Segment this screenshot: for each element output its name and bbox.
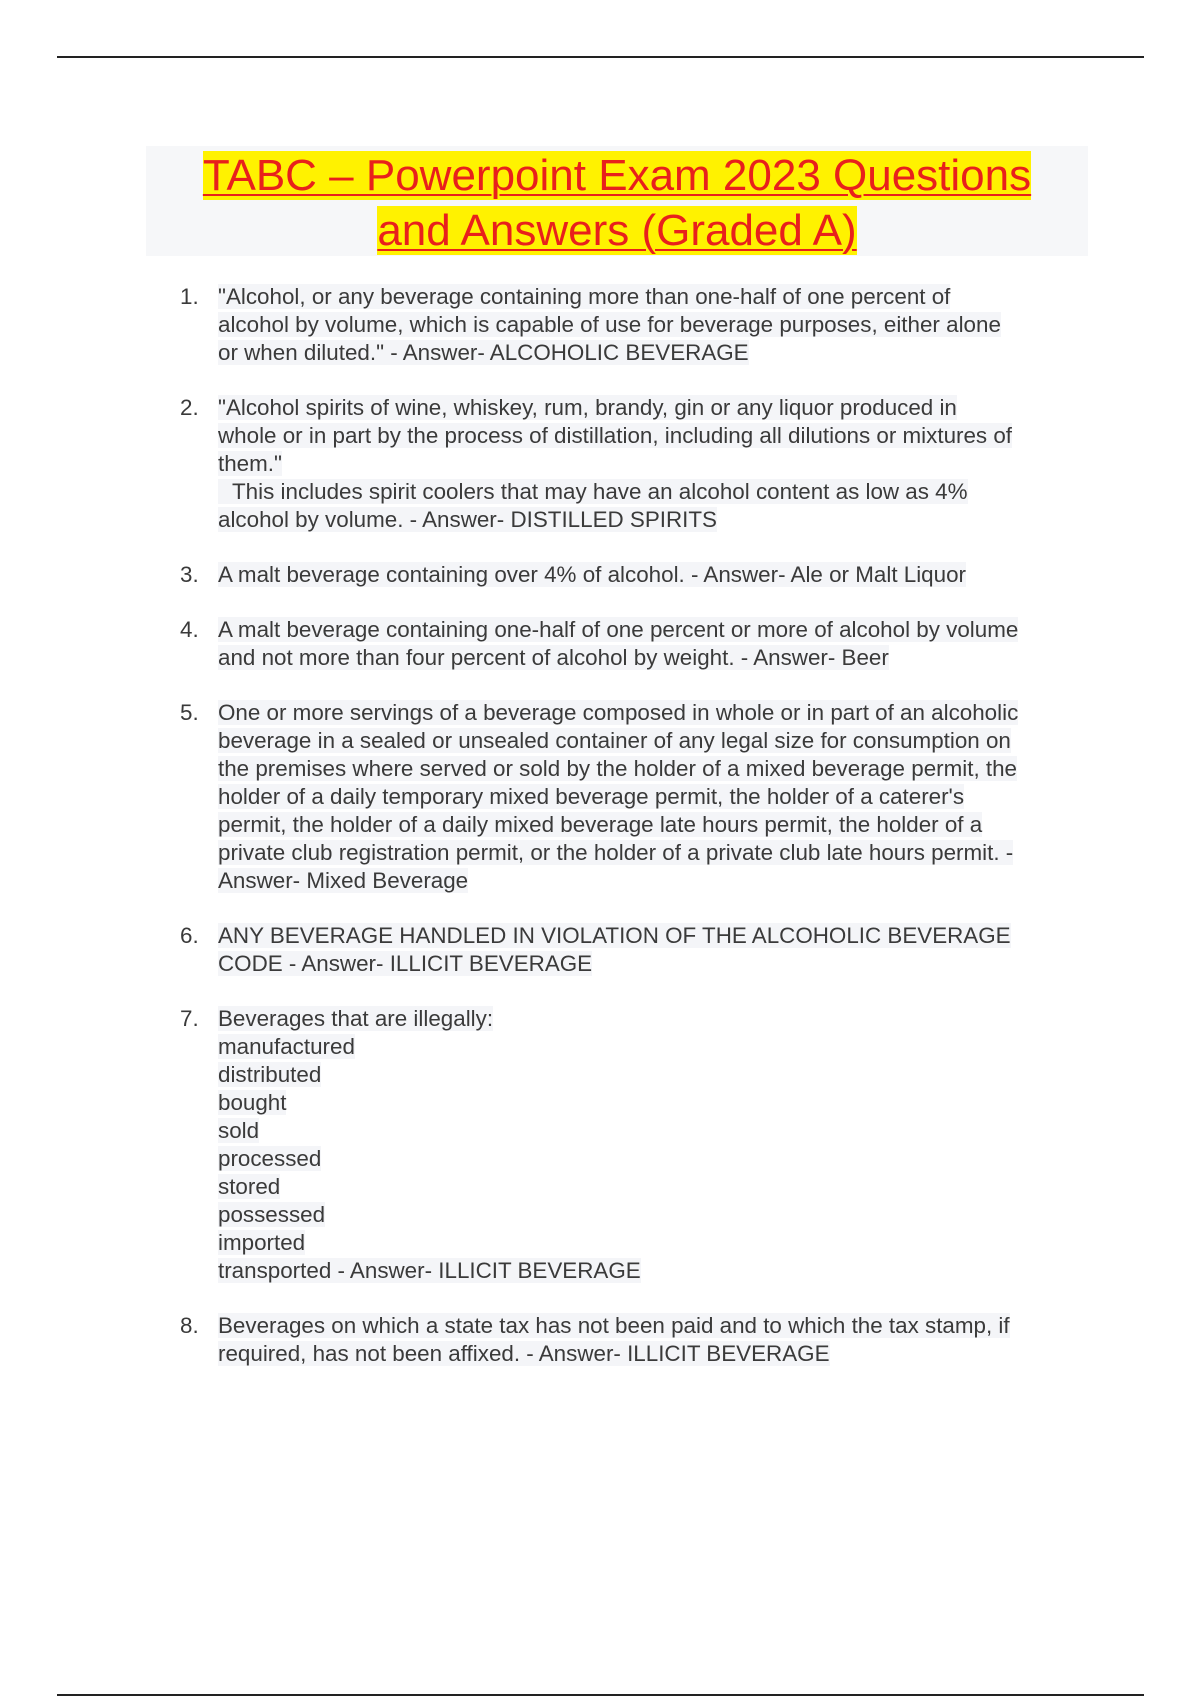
question-line: possessed: [218, 1202, 326, 1227]
question-text: [218, 616, 1094, 672]
question-number: 6.: [180, 923, 199, 948]
question-text: [218, 283, 1094, 367]
question-line: alcohol by volume. - Answer- DISTILLED SPIRITS: [218, 507, 717, 532]
question-line: One or more servings of a beverage composed in whole or in part of an alcoholic: [218, 700, 1019, 725]
question-line: Beverages that are illegally:: [218, 1006, 494, 1031]
question-line: private club registration permit, or the holder of a private club late hours permit. -: [218, 840, 1014, 865]
question-text: [218, 699, 1094, 895]
question-line: CODE - Answer- ILLICIT BEVERAGE: [218, 951, 593, 976]
question-line: distributed: [218, 1062, 322, 1087]
question-text: [218, 394, 1094, 534]
question-item: [176, 1005, 1094, 1285]
question-item: [176, 922, 1094, 978]
question-line: stored: [218, 1174, 281, 1199]
question-item: [176, 561, 1094, 589]
question-line: "Alcohol spirits of wine, whiskey, rum, brandy, gin or any liquor produced in: [218, 395, 957, 420]
question-item: [176, 1312, 1094, 1368]
question-number: 2.: [180, 395, 199, 420]
question-text: [218, 561, 1094, 589]
question-item: [176, 394, 1094, 534]
header-rule: [57, 56, 1144, 58]
question-text: [218, 922, 1094, 978]
question-text: [218, 1312, 1094, 1368]
question-number: 4.: [180, 617, 199, 642]
question-line: Answer- Mixed Beverage: [218, 868, 469, 893]
question-line: sold: [218, 1118, 260, 1143]
question-line: transported - Answer- ILLICIT BEVERAGE: [218, 1258, 641, 1283]
question-line: bought: [218, 1090, 287, 1115]
question-line: alcohol by volume, which is capable of use for beverage purposes, either alone: [218, 312, 1001, 337]
question-item: [176, 699, 1094, 895]
question-line: manufactured: [218, 1034, 355, 1059]
question-number: 1.: [180, 284, 199, 309]
question-text: [218, 1005, 1094, 1285]
question-item: [176, 283, 1094, 367]
question-line: ANY BEVERAGE HANDLED IN VIOLATION OF THE ALCOHOLIC BEVERAGE: [218, 923, 1011, 948]
question-number: 7.: [180, 1006, 199, 1031]
question-line: This includes spirit coolers that may have an alcohol content as low as 4%: [218, 479, 968, 504]
document-title-block: [146, 146, 1088, 256]
question-line: A malt beverage containing one-half of one percent or more of alcohol by volume: [218, 617, 1019, 642]
title-line-2: and Answers (Graded A): [377, 206, 857, 255]
question-item: [176, 616, 1094, 672]
question-number: 3.: [180, 562, 199, 587]
question-line: or when diluted." - Answer- ALCOHOLIC BEVERAGE: [218, 340, 749, 365]
question-line: required, has not been affixed. - Answer- ILLICIT BEVERAGE: [218, 1341, 830, 1366]
document-title: [146, 146, 1088, 258]
question-line: imported: [218, 1230, 306, 1255]
title-line-1: TABC – Powerpoint Exam 2023 Questions: [202, 151, 1032, 200]
question-number: 5.: [180, 700, 199, 725]
question-list: [176, 283, 1094, 1395]
question-line: the premises where served or sold by the holder of a mixed beverage permit, the: [218, 756, 1018, 781]
question-line: and not more than four percent of alcohol by weight. - Answer- Beer: [218, 645, 889, 670]
question-line: whole or in part by the process of distillation, including all dilutions or mixtures of: [218, 423, 1013, 448]
question-line: "Alcohol, or any beverage containing more than one-half of one percent of: [218, 284, 951, 309]
question-line: holder of a daily temporary mixed beverage permit, the holder of a caterer's: [218, 784, 965, 809]
question-line: permit, the holder of a daily mixed beverage late hours permit, the holder of a: [218, 812, 983, 837]
question-line: processed: [218, 1146, 322, 1171]
question-line: them.": [218, 451, 282, 476]
footer-rule: [57, 1694, 1144, 1696]
question-number: 8.: [180, 1313, 199, 1338]
question-line: Beverages on which a state tax has not been paid and to which the tax stamp, if: [218, 1313, 1010, 1338]
question-line: A malt beverage containing over 4% of alcohol. - Answer- Ale or Malt Liquor: [218, 562, 966, 587]
question-line: beverage in a sealed or unsealed container of any legal size for consumption on: [218, 728, 1011, 753]
